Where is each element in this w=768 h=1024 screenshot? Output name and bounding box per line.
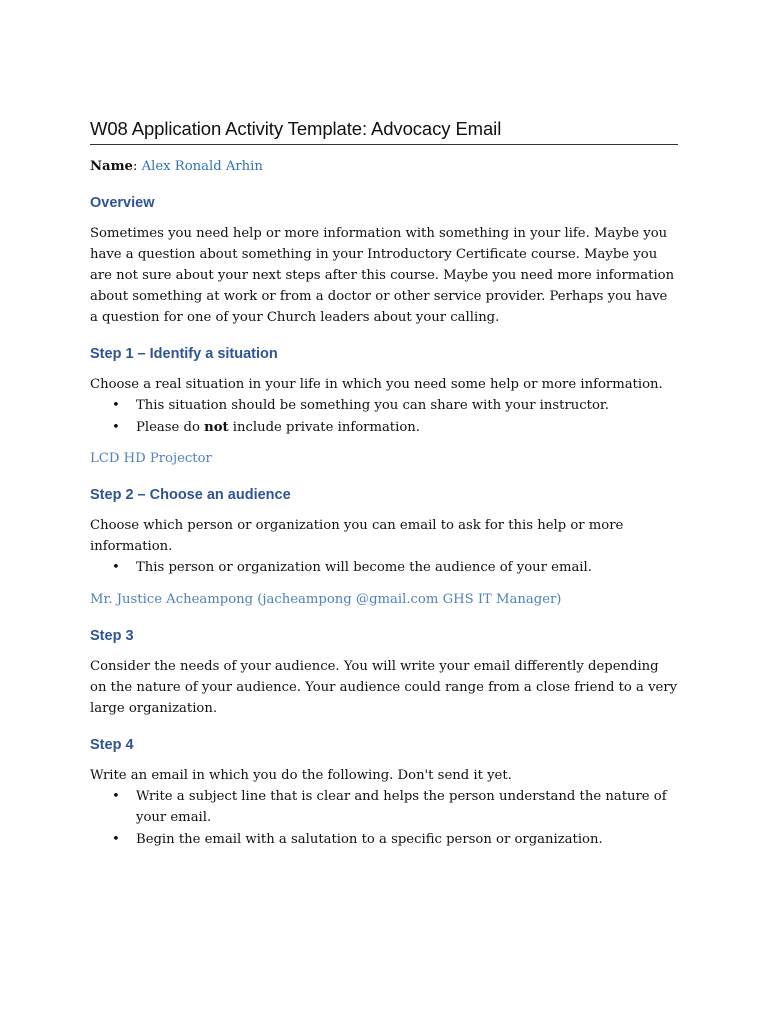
name-colon: : (132, 159, 142, 174)
step2-answer: Mr. Justice Acheampong (jacheampong @gmail.com GHS IT Manager) (90, 591, 562, 607)
emphasis-not: not (204, 419, 229, 435)
step1-intro: Choose a real situation in your life in which you need some help or more information. (90, 377, 663, 392)
bullet-icon: • (112, 419, 120, 435)
list-item: • Write a subject line that is clear and helps the person understand the nature of your email. (90, 786, 678, 829)
bullet-icon: • (112, 788, 120, 804)
step2-intro: Choose which person or organization you can email to ask for this help or more information. (90, 518, 624, 554)
name-line (90, 157, 678, 177)
step4-intro: Write an email in which you do the following. Don't send it yet. (90, 767, 512, 783)
list-item: • This person or organization will become the audience of your email. (90, 557, 678, 579)
step1-bullet-list (90, 395, 678, 438)
bullet-icon: • (112, 398, 120, 413)
bullet-icon: • (112, 831, 120, 847)
overview-heading: Overview (90, 195, 155, 211)
overview-text: Sometimes you need help or more information with something in your life. Maybe you have a question about something in your Introductory Certificate course. Maybe you are not sure about your next steps after this course. Maybe you need more information about something at work or from a doctor or other service provider. Perhaps you have a question for one of your Church leaders about your calling. (90, 226, 675, 325)
step1-heading: Step 1 – Identify a situation (90, 346, 278, 362)
list-item: • Please do not include private information. (90, 417, 678, 439)
step2-bullet-list (90, 557, 678, 579)
step4-heading: Step 4 (90, 736, 134, 753)
name-value: Alex Ronald Arhin (141, 159, 263, 174)
list-item: • Begin the email with a salutation to a specific person or organization. (90, 829, 678, 851)
step3-text: Consider the needs of your audience. You will write your email differently depending on the nature of your audience. Your audience could range from a close friend to a very large organization. (90, 658, 678, 716)
list-item: • This situation should be something you can share with your instructor. (90, 395, 678, 417)
bullet-icon: • (112, 560, 120, 575)
step1-answer: LCD HD Projector (90, 451, 212, 466)
step4-bullet-list (90, 786, 678, 851)
document-content (90, 118, 678, 850)
step2-heading: Step 2 – Choose an audience (90, 487, 291, 503)
step3-heading: Step 3 (90, 627, 134, 644)
document-title: W08 Application Activity Template: Advocacy Email (90, 118, 678, 145)
name-label: Name (90, 159, 133, 174)
